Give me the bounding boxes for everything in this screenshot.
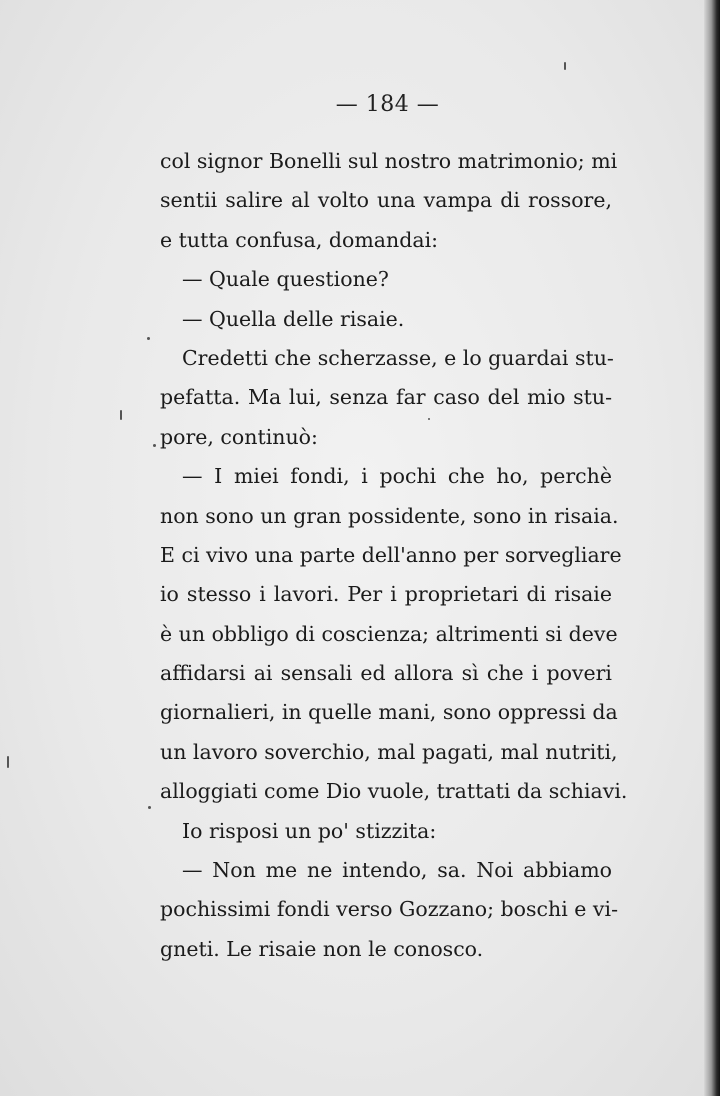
paper-speck: [564, 62, 566, 70]
text-line: — Quella delle risaie.: [182, 306, 405, 331]
text-line: non sono un gran possidente, sono in risaia.: [160, 503, 619, 528]
text-line: — Quale questione?: [182, 267, 389, 292]
text-line: Io risposi un po' stizzita:: [182, 818, 437, 843]
text-line: pore, continuò:: [160, 424, 318, 449]
text-line: un lavoro soverchio, mal pagati, mal nutriti,: [160, 739, 618, 764]
page-number: — 184 —: [335, 92, 440, 117]
page-edge-shadow: [704, 0, 720, 1096]
text-line: — Non me ne intendo, sa. Noi abbiamo: [182, 858, 612, 883]
paper-speck: [120, 410, 122, 420]
text-line: Credetti che scherzasse, e lo guardai stu-: [182, 345, 614, 370]
body-text: [160, 142, 628, 969]
text-line: io stesso i lavori. Per i proprietari di risaie: [160, 582, 612, 607]
paper-speck: [147, 337, 150, 340]
text-line: giornalieri, in quelle mani, sono oppressi da: [160, 700, 618, 725]
text-line: gneti. Le risaie non le conosco.: [160, 936, 484, 961]
text-line: è un obbligo di coscienza; altrimenti si deve: [160, 621, 618, 646]
text-line: — I miei fondi, i pochi che ho, perchè: [182, 464, 612, 489]
text-line: E ci vivo una parte dell'anno per sorvegliare: [160, 542, 622, 567]
paper-speck: [153, 444, 156, 447]
text-line: col signor Bonelli sul nostro matrimonio; mi: [160, 149, 618, 173]
text-line: affidarsi ai sensali ed allora sì che i poveri: [160, 661, 612, 686]
text-line: pefatta. Ma lui, senza far caso del mio stu-: [160, 385, 612, 410]
text-line: e tutta confusa, domandai:: [160, 227, 439, 252]
paper-speck: [148, 806, 151, 809]
paper-speck: [7, 756, 9, 768]
paper-speck: [428, 418, 430, 420]
text-line: alloggiati come Dio vuole, trattati da schiavi.: [160, 779, 628, 804]
text-line: sentii salire al volto una vampa di rossore,: [160, 188, 612, 213]
text-line: pochissimi fondi verso Gozzano; boschi e vi-: [160, 897, 618, 922]
